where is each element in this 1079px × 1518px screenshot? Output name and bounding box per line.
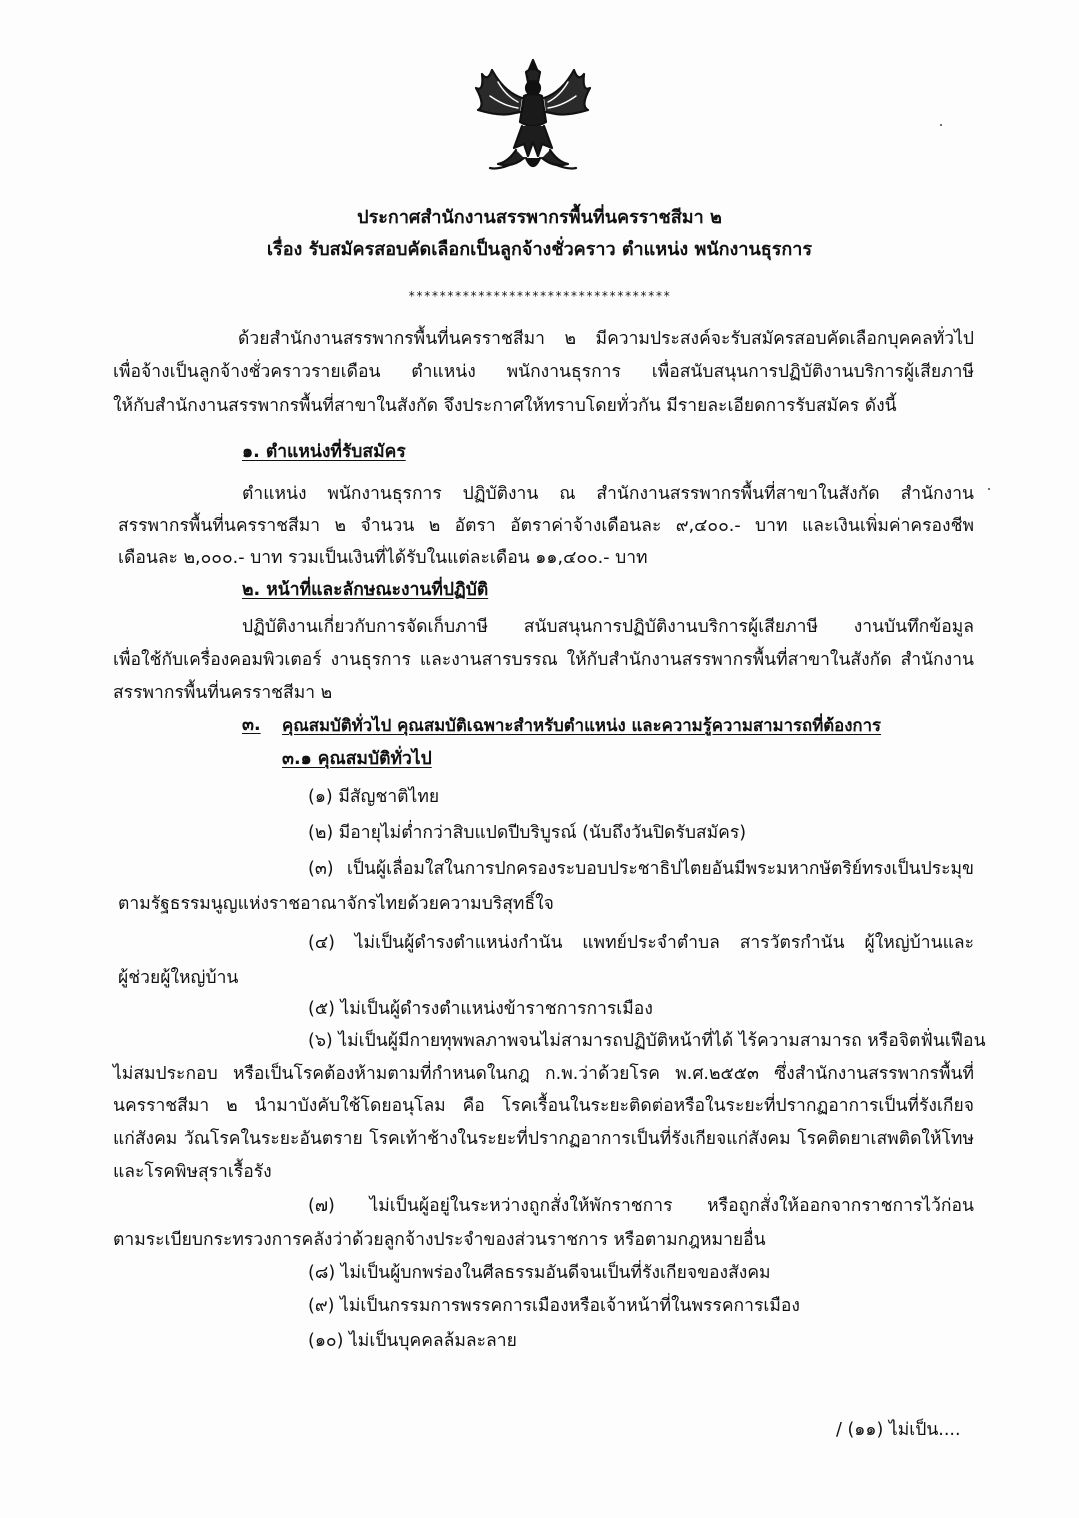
qualification-item-6-line-4: แก่สังคม วัณโรคในระยะอันตราย โรคเท้าช้างในระยะที่ปรากฏอาการเป็นที่รังเกียจแก่สังคม โรคติดยาเสพติดให้โทษ	[113, 1129, 974, 1149]
qualification-item-3-line-1: (๓) เป็นผู้เลื่อมใสในการปกครองระบอบประชาธิปไตยอันมีพระมหากษัตริย์ทรงเป็นประมุข	[308, 859, 974, 879]
intro-line-1: ด้วยสำนักงานสรรพากรพื้นที่นครราชสีมา ๒ มีความประสงค์จะรับสมัครสอบคัดเลือกบุคคลทั่วไป	[238, 329, 974, 349]
qualification-item-4-line-2: ผู้ช่วยผู้ใหญ่บ้าน	[118, 968, 239, 988]
header-separator: **********************************	[408, 289, 671, 303]
scan-speck	[940, 124, 942, 126]
announcement-subject: เรื่อง รับสมัครสอบคัดเลือกเป็นลูกจ้างชั่วคราว ตำแหน่ง พนักงานธุรการ	[266, 239, 813, 260]
section-1-line-3: เดือนละ ๒,๐๐๐.- บาท รวมเป็นเงินที่ได้รับในแต่ละเดือน ๑๑,๔๐๐.- บาท	[118, 548, 648, 568]
qualification-item-2: (๒) มีอายุไม่ต่ำกว่าสิบแปดปีบริบูรณ์ (นับถึงวันปิดรับสมัคร)	[308, 823, 747, 843]
qualification-item-5: (๕) ไม่เป็นผู้ดำรงตำแหน่งข้าราชการการเมือง	[308, 999, 653, 1019]
section-3-1-heading: ๓.๑ คุณสมบัติทั่วไป	[282, 749, 432, 769]
section-1-line-1: ตำแหน่ง พนักงานธุรการ ปฏิบัติงาน ณ สำนักงานสรรพากรพื้นที่สาขาในสังกัด สำนักงาน	[242, 484, 974, 504]
qualification-item-4-line-1: (๔) ไม่เป็นผู้ดำรงตำแหน่งกำนัน แพทย์ประจำตำบล สารวัตรกำนัน ผู้ใหญ่บ้านและ	[308, 933, 974, 953]
announcement-title: ประกาศสำนักงานสรรพากรพื้นที่นครราชสีมา ๒	[357, 207, 722, 228]
garuda-emblem-icon	[468, 52, 598, 180]
qualification-item-9: (๙) ไม่เป็นกรรมการพรรคการเมืองหรือเจ้าหน้าที่ในพรรคการเมือง	[308, 1296, 800, 1316]
qualification-item-6-line-3: นครราชสีมา ๒ นำมาบังคับใช้โดยอนุโลม คือ โรคเรื้อนในระยะติดต่อหรือในระยะที่ปรากฏอาการเป็นที่รังเกียจ	[113, 1096, 974, 1116]
section-2-line-2: เพื่อใช้กับเครื่องคอมพิวเตอร์ งานธุรการ และงานสารบรรณ ให้กับสำนักงานสรรพากรพื้นที่สาขาในสังกัด สำนักงาน	[113, 650, 974, 670]
scan-speck	[988, 488, 990, 490]
qualification-item-6-line-5: และโรคพิษสุราเรื้อรัง	[113, 1162, 272, 1182]
section-2-line-1: ปฏิบัติงานเกี่ยวกับการจัดเก็บภาษี สนับสนุนการปฏิบัติงานบริการผู้เสียภาษี งานบันทึกข้อมูล	[242, 617, 974, 637]
qualification-item-7-line-1: (๗) ไม่เป็นผู้อยู่ในระหว่างถูกสั่งให้พักราชการ หรือถูกสั่งให้ออกจากราชการไว้ก่อน	[308, 1196, 974, 1216]
qualification-item-8: (๘) ไม่เป็นผู้บกพร่องในศีลธรรมอันดีจนเป็นที่รังเกียจของสังคม	[308, 1263, 771, 1283]
page-continuation-note: / (๑๑) ไม่เป็น....	[836, 1420, 961, 1440]
qualification-item-1: (๑) มีสัญชาติไทย	[308, 787, 440, 807]
intro-line-2: เพื่อจ้างเป็นลูกจ้างชั่วคราวรายเดือน ตำแหน่ง พนักงานธุรการ เพื่อสนับสนุนการปฏิบัติงานบริการผู้เสียภาษี	[113, 362, 974, 382]
intro-line-3: ให้กับสำนักงานสรรพากรพื้นที่สาขาในสังกัด จึงประกาศให้ทราบโดยทั่วกัน มีรายละเอียดการรับสมัคร ดังนี้	[113, 396, 897, 416]
section-3-number: ๓.	[242, 715, 261, 735]
qualification-item-3-line-2: ตามรัฐธรรมนูญแห่งราชอาณาจักรไทยด้วยความบริสุทธิ์ใจ	[118, 894, 554, 914]
qualification-item-6-line-2: ไม่สมประกอบ หรือเป็นโรคต้องห้ามตามที่กำหนดในกฎ ก.พ.ว่าด้วยโรค พ.ศ.๒๕๕๓ ซึ่งสำนักงานสรรพากรพื้นที่	[113, 1064, 974, 1084]
qualification-item-10: (๑๐) ไม่เป็นบุคคลล้มละลาย	[308, 1331, 517, 1351]
section-3-heading: คุณสมบัติทั่วไป คุณสมบัติเฉพาะสำหรับตำแหน่ง และความรู้ความสามารถที่ต้องการ	[282, 715, 882, 735]
section-1-line-2: สรรพากรพื้นที่นครราชสีมา ๒ จำนวน ๒ อัตรา อัตราค่าจ้างเดือนละ ๙,๔๐๐.- บาท และเงินเพิ่มค่าครองชีพ	[118, 516, 974, 536]
section-1-heading: ๑. ตำแหน่งที่รับสมัคร	[242, 442, 406, 462]
section-2-heading: ๒. หน้าที่และลักษณะงานที่ปฏิบัติ	[242, 580, 489, 600]
qualification-item-6-line-1: (๖) ไม่เป็นผู้มีกายทุพพลภาพจนไม่สามารถปฏิบัติหน้าที่ได้ ไร้ความสามารถ หรือจิตฟั่นเฟือน	[308, 1031, 986, 1051]
qualification-item-7-line-2: ตามระเบียบกระทรวงการคลังว่าด้วยลูกจ้างประจำของส่วนราชการ หรือตามกฎหมายอื่น	[113, 1230, 766, 1250]
section-2-line-3: สรรพากรพื้นที่นครราชสีมา ๒	[113, 683, 333, 703]
